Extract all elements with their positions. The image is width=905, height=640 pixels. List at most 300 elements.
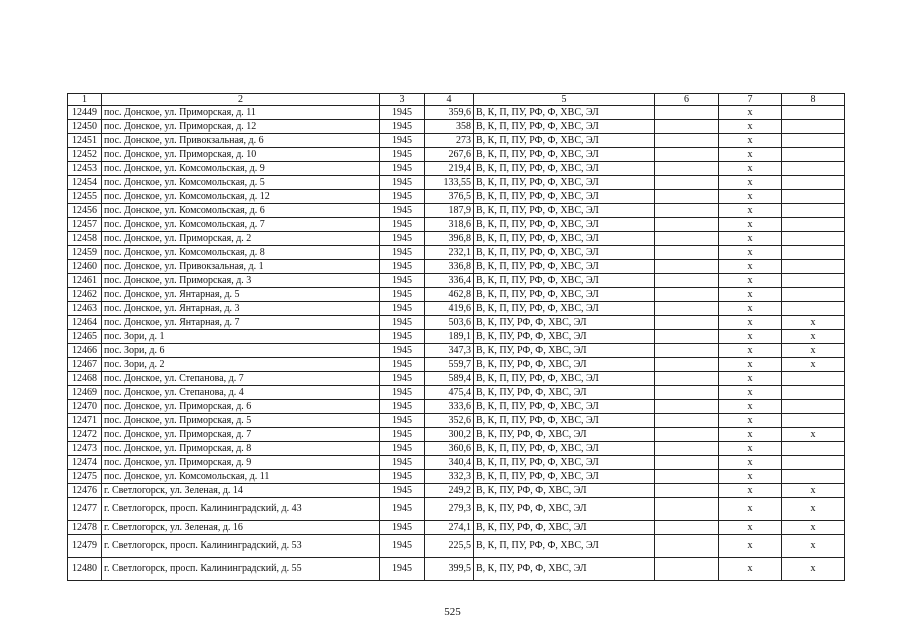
column-7-cell: x — [719, 414, 782, 428]
table-row — [68, 316, 845, 330]
column-8-cell — [782, 456, 845, 470]
row-number: 12470 — [68, 400, 102, 414]
table-row — [68, 484, 845, 498]
year-cell: 1945 — [380, 400, 425, 414]
column-8-cell — [782, 288, 845, 302]
column-8-cell — [782, 400, 845, 414]
table-row — [68, 260, 845, 274]
area-cell: 318,6 — [425, 218, 474, 232]
area-cell: 589,4 — [425, 372, 474, 386]
address-cell: пос. Донское, ул. Привокзальная, д. 1 — [102, 260, 380, 274]
year-cell: 1945 — [380, 521, 425, 535]
column-6-cell — [655, 330, 719, 344]
column-8-cell — [782, 442, 845, 456]
utilities-cell: В, К, П, ПУ, РФ, Ф, ХВС, ЭЛ — [474, 456, 655, 470]
column-6-cell — [655, 316, 719, 330]
address-cell: пос. Донское, ул. Комсомольская, д. 8 — [102, 246, 380, 260]
header-cell: 1 — [68, 94, 102, 106]
column-7-cell: x — [719, 521, 782, 535]
column-6-cell — [655, 162, 719, 176]
year-cell: 1945 — [380, 358, 425, 372]
area-cell: 503,6 — [425, 316, 474, 330]
utilities-cell: В, К, ПУ, РФ, Ф, ХВС, ЭЛ — [474, 386, 655, 400]
header-cell: 7 — [719, 94, 782, 106]
column-6-cell — [655, 288, 719, 302]
row-number: 12472 — [68, 428, 102, 442]
table-row — [68, 106, 845, 120]
year-cell: 1945 — [380, 176, 425, 190]
column-6-cell — [655, 190, 719, 204]
utilities-cell: В, К, ПУ, РФ, Ф, ХВС, ЭЛ — [474, 498, 655, 521]
header-cell: 4 — [425, 94, 474, 106]
column-6-cell — [655, 218, 719, 232]
row-number: 12480 — [68, 558, 102, 581]
table-row — [68, 302, 845, 316]
row-number: 12469 — [68, 386, 102, 400]
area-cell: 333,6 — [425, 400, 474, 414]
row-number: 12463 — [68, 302, 102, 316]
row-number: 12456 — [68, 204, 102, 218]
row-number: 12477 — [68, 498, 102, 521]
area-cell: 358 — [425, 120, 474, 134]
table-row — [68, 190, 845, 204]
column-6-cell — [655, 134, 719, 148]
column-6-cell — [655, 414, 719, 428]
year-cell: 1945 — [380, 316, 425, 330]
column-7-cell: x — [719, 358, 782, 372]
column-6-cell — [655, 120, 719, 134]
column-6-cell — [655, 232, 719, 246]
year-cell: 1945 — [380, 232, 425, 246]
utilities-cell: В, К, П, ПУ, РФ, Ф, ХВС, ЭЛ — [474, 260, 655, 274]
address-cell: пос. Зори, д. 2 — [102, 358, 380, 372]
row-number: 12475 — [68, 470, 102, 484]
table-row — [68, 288, 845, 302]
row-number: 12479 — [68, 535, 102, 558]
column-6-cell — [655, 521, 719, 535]
column-7-cell: x — [719, 470, 782, 484]
column-8-cell — [782, 260, 845, 274]
utilities-cell: В, К, П, ПУ, РФ, Ф, ХВС, ЭЛ — [474, 246, 655, 260]
row-number: 12449 — [68, 106, 102, 120]
column-6-cell — [655, 470, 719, 484]
address-cell: пос. Донское, ул. Янтарная, д. 5 — [102, 288, 380, 302]
utilities-cell: В, К, П, ПУ, РФ, Ф, ХВС, ЭЛ — [474, 162, 655, 176]
column-8-cell — [782, 120, 845, 134]
table-row — [68, 386, 845, 400]
column-6-cell — [655, 148, 719, 162]
row-number: 12474 — [68, 456, 102, 470]
column-8-cell: x — [782, 330, 845, 344]
utilities-cell: В, К, П, ПУ, РФ, Ф, ХВС, ЭЛ — [474, 535, 655, 558]
year-cell: 1945 — [380, 148, 425, 162]
column-7-cell: x — [719, 372, 782, 386]
column-7-cell: x — [719, 246, 782, 260]
column-8-cell — [782, 232, 845, 246]
year-cell: 1945 — [380, 428, 425, 442]
column-7-cell: x — [719, 386, 782, 400]
column-6-cell — [655, 302, 719, 316]
year-cell: 1945 — [380, 498, 425, 521]
column-6-cell — [655, 428, 719, 442]
area-cell: 279,3 — [425, 498, 474, 521]
column-7-cell: x — [719, 316, 782, 330]
year-cell: 1945 — [380, 558, 425, 581]
utilities-cell: В, К, П, ПУ, РФ, Ф, ХВС, ЭЛ — [474, 218, 655, 232]
utilities-cell: В, К, ПУ, РФ, Ф, ХВС, ЭЛ — [474, 484, 655, 498]
year-cell: 1945 — [380, 535, 425, 558]
address-cell: пос. Донское, ул. Приморская, д. 11 — [102, 106, 380, 120]
table-row — [68, 120, 845, 134]
column-7-cell: x — [719, 148, 782, 162]
address-cell: пос. Донское, ул. Комсомольская, д. 9 — [102, 162, 380, 176]
area-cell: 352,6 — [425, 414, 474, 428]
area-cell: 359,6 — [425, 106, 474, 120]
table-row — [68, 358, 845, 372]
table-row — [68, 521, 845, 535]
utilities-cell: В, К, П, ПУ, РФ, Ф, ХВС, ЭЛ — [474, 232, 655, 246]
area-cell: 475,4 — [425, 386, 474, 400]
header-cell: 3 — [380, 94, 425, 106]
row-number: 12462 — [68, 288, 102, 302]
column-6-cell — [655, 456, 719, 470]
column-6-cell — [655, 176, 719, 190]
address-cell: пос. Донское, ул. Янтарная, д. 3 — [102, 302, 380, 316]
area-cell: 462,8 — [425, 288, 474, 302]
column-8-cell: x — [782, 535, 845, 558]
address-cell: пос. Зори, д. 1 — [102, 330, 380, 344]
address-cell: пос. Донское, ул. Приморская, д. 2 — [102, 232, 380, 246]
area-cell: 336,8 — [425, 260, 474, 274]
row-number: 12452 — [68, 148, 102, 162]
column-6-cell — [655, 484, 719, 498]
column-7-cell: x — [719, 162, 782, 176]
address-cell: пос. Донское, ул. Комсомольская, д. 5 — [102, 176, 380, 190]
header-cell: 6 — [655, 94, 719, 106]
table-row — [68, 344, 845, 358]
column-7-cell: x — [719, 344, 782, 358]
utilities-cell: В, К, П, ПУ, РФ, Ф, ХВС, ЭЛ — [474, 414, 655, 428]
table-row — [68, 204, 845, 218]
column-8-cell — [782, 372, 845, 386]
year-cell: 1945 — [380, 344, 425, 358]
column-6-cell — [655, 106, 719, 120]
row-number: 12459 — [68, 246, 102, 260]
column-8-cell: x — [782, 498, 845, 521]
table-header — [68, 94, 845, 106]
year-cell: 1945 — [380, 414, 425, 428]
column-8-cell — [782, 148, 845, 162]
column-8-cell: x — [782, 316, 845, 330]
year-cell: 1945 — [380, 260, 425, 274]
utilities-cell: В, К, П, ПУ, РФ, Ф, ХВС, ЭЛ — [474, 148, 655, 162]
area-cell: 300,2 — [425, 428, 474, 442]
table-row — [68, 176, 845, 190]
table-row — [68, 442, 845, 456]
column-8-cell — [782, 134, 845, 148]
column-6-cell — [655, 558, 719, 581]
utilities-cell: В, К, П, ПУ, РФ, Ф, ХВС, ЭЛ — [474, 204, 655, 218]
address-cell: пос. Донское, ул. Комсомольская, д. 6 — [102, 204, 380, 218]
area-cell: 232,1 — [425, 246, 474, 260]
area-cell: 133,55 — [425, 176, 474, 190]
column-7-cell: x — [719, 176, 782, 190]
header-cell: 8 — [782, 94, 845, 106]
table-row — [68, 456, 845, 470]
address-cell: пос. Донское, ул. Приморская, д. 12 — [102, 120, 380, 134]
page-number: 525 — [444, 606, 461, 618]
row-number: 12467 — [68, 358, 102, 372]
column-6-cell — [655, 400, 719, 414]
table-row — [68, 232, 845, 246]
column-6-cell — [655, 535, 719, 558]
header-row — [68, 94, 845, 106]
column-7-cell: x — [719, 232, 782, 246]
register-table — [67, 93, 845, 581]
table-row — [68, 428, 845, 442]
column-7-cell: x — [719, 120, 782, 134]
year-cell: 1945 — [380, 204, 425, 218]
year-cell: 1945 — [380, 274, 425, 288]
area-cell: 249,2 — [425, 484, 474, 498]
row-number: 12454 — [68, 176, 102, 190]
column-8-cell — [782, 246, 845, 260]
column-6-cell — [655, 204, 719, 218]
utilities-cell: В, К, П, ПУ, РФ, Ф, ХВС, ЭЛ — [474, 288, 655, 302]
address-cell: пос. Донское, ул. Приморская, д. 7 — [102, 428, 380, 442]
table-row — [68, 414, 845, 428]
column-8-cell — [782, 470, 845, 484]
row-number: 12478 — [68, 521, 102, 535]
column-7-cell: x — [719, 400, 782, 414]
column-7-cell: x — [719, 134, 782, 148]
year-cell: 1945 — [380, 302, 425, 316]
area-cell: 267,6 — [425, 148, 474, 162]
address-cell: г. Светлогорск, просп. Калининградский, д. 43 — [102, 498, 380, 521]
year-cell: 1945 — [380, 442, 425, 456]
year-cell: 1945 — [380, 456, 425, 470]
year-cell: 1945 — [380, 470, 425, 484]
column-8-cell — [782, 190, 845, 204]
area-cell: 189,1 — [425, 330, 474, 344]
utilities-cell: В, К, П, ПУ, РФ, Ф, ХВС, ЭЛ — [474, 274, 655, 288]
address-cell: г. Светлогорск, просп. Калининградский, д. 55 — [102, 558, 380, 581]
area-cell: 187,9 — [425, 204, 474, 218]
address-cell: пос. Донское, ул. Привокзальная, д. 6 — [102, 134, 380, 148]
address-cell: пос. Донское, ул. Приморская, д. 5 — [102, 414, 380, 428]
table-row — [68, 246, 845, 260]
column-6-cell — [655, 344, 719, 358]
column-6-cell — [655, 498, 719, 521]
column-7-cell: x — [719, 274, 782, 288]
row-number: 12453 — [68, 162, 102, 176]
row-number: 12457 — [68, 218, 102, 232]
column-6-cell — [655, 386, 719, 400]
column-8-cell: x — [782, 558, 845, 581]
address-cell: пос. Донское, ул. Приморская, д. 9 — [102, 456, 380, 470]
address-cell: пос. Донское, ул. Приморская, д. 8 — [102, 442, 380, 456]
column-7-cell: x — [719, 535, 782, 558]
year-cell: 1945 — [380, 372, 425, 386]
utilities-cell: В, К, ПУ, РФ, Ф, ХВС, ЭЛ — [474, 316, 655, 330]
address-cell: пос. Зори, д. 6 — [102, 344, 380, 358]
table-row — [68, 148, 845, 162]
area-cell: 219,4 — [425, 162, 474, 176]
column-7-cell: x — [719, 330, 782, 344]
utilities-cell: В, К, ПУ, РФ, Ф, ХВС, ЭЛ — [474, 428, 655, 442]
address-cell: пос. Донское, ул. Степанова, д. 4 — [102, 386, 380, 400]
area-cell: 376,5 — [425, 190, 474, 204]
row-number: 12471 — [68, 414, 102, 428]
row-number: 12468 — [68, 372, 102, 386]
column-7-cell: x — [719, 218, 782, 232]
address-cell: пос. Донское, ул. Янтарная, д. 7 — [102, 316, 380, 330]
column-7-cell: x — [719, 498, 782, 521]
table-row — [68, 274, 845, 288]
column-6-cell — [655, 246, 719, 260]
utilities-cell: В, К, П, ПУ, РФ, Ф, ХВС, ЭЛ — [474, 176, 655, 190]
year-cell: 1945 — [380, 190, 425, 204]
address-cell: пос. Донское, ул. Степанова, д. 7 — [102, 372, 380, 386]
column-6-cell — [655, 260, 719, 274]
column-8-cell: x — [782, 521, 845, 535]
address-cell: пос. Донское, ул. Комсомольская, д. 11 — [102, 470, 380, 484]
area-cell: 399,5 — [425, 558, 474, 581]
address-cell: пос. Донское, ул. Приморская, д. 3 — [102, 274, 380, 288]
area-cell: 419,6 — [425, 302, 474, 316]
utilities-cell: В, К, П, ПУ, РФ, Ф, ХВС, ЭЛ — [474, 372, 655, 386]
address-cell: г. Светлогорск, ул. Зеленая, д. 14 — [102, 484, 380, 498]
area-cell: 332,3 — [425, 470, 474, 484]
year-cell: 1945 — [380, 484, 425, 498]
column-8-cell — [782, 386, 845, 400]
utilities-cell: В, К, П, ПУ, РФ, Ф, ХВС, ЭЛ — [474, 400, 655, 414]
column-7-cell: x — [719, 204, 782, 218]
area-cell: 274,1 — [425, 521, 474, 535]
year-cell: 1945 — [380, 288, 425, 302]
row-number: 12464 — [68, 316, 102, 330]
column-8-cell: x — [782, 358, 845, 372]
table-row — [68, 535, 845, 558]
address-cell: пос. Донское, ул. Приморская, д. 10 — [102, 148, 380, 162]
table-row — [68, 558, 845, 581]
utilities-cell: В, К, П, ПУ, РФ, Ф, ХВС, ЭЛ — [474, 120, 655, 134]
area-cell: 273 — [425, 134, 474, 148]
column-8-cell — [782, 274, 845, 288]
column-7-cell: x — [719, 442, 782, 456]
column-7-cell: x — [719, 302, 782, 316]
utilities-cell: В, К, ПУ, РФ, Ф, ХВС, ЭЛ — [474, 358, 655, 372]
column-8-cell — [782, 204, 845, 218]
row-number: 12458 — [68, 232, 102, 246]
utilities-cell: В, К, ПУ, РФ, Ф, ХВС, ЭЛ — [474, 330, 655, 344]
address-cell: пос. Донское, ул. Комсомольская, д. 12 — [102, 190, 380, 204]
column-6-cell — [655, 358, 719, 372]
row-number: 12460 — [68, 260, 102, 274]
area-cell: 396,8 — [425, 232, 474, 246]
area-cell: 336,4 — [425, 274, 474, 288]
year-cell: 1945 — [380, 162, 425, 176]
column-7-cell: x — [719, 190, 782, 204]
table-body — [68, 106, 845, 581]
column-8-cell: x — [782, 344, 845, 358]
year-cell: 1945 — [380, 246, 425, 260]
column-8-cell: x — [782, 484, 845, 498]
utilities-cell: В, К, П, ПУ, РФ, Ф, ХВС, ЭЛ — [474, 190, 655, 204]
table-row — [68, 400, 845, 414]
area-cell: 340,4 — [425, 456, 474, 470]
row-number: 12461 — [68, 274, 102, 288]
utilities-cell: В, К, П, ПУ, РФ, Ф, ХВС, ЭЛ — [474, 106, 655, 120]
table-row — [68, 372, 845, 386]
column-7-cell: x — [719, 106, 782, 120]
table-row — [68, 330, 845, 344]
table-row — [68, 162, 845, 176]
column-8-cell — [782, 414, 845, 428]
column-6-cell — [655, 442, 719, 456]
column-7-cell: x — [719, 456, 782, 470]
header-cell: 5 — [474, 94, 655, 106]
area-cell: 360,6 — [425, 442, 474, 456]
row-number: 12451 — [68, 134, 102, 148]
column-6-cell — [655, 372, 719, 386]
table-row — [68, 470, 845, 484]
utilities-cell: В, К, П, ПУ, РФ, Ф, ХВС, ЭЛ — [474, 470, 655, 484]
address-cell: пос. Донское, ул. Приморская, д. 6 — [102, 400, 380, 414]
table-row — [68, 134, 845, 148]
year-cell: 1945 — [380, 330, 425, 344]
year-cell: 1945 — [380, 386, 425, 400]
column-8-cell: x — [782, 428, 845, 442]
column-8-cell — [782, 218, 845, 232]
year-cell: 1945 — [380, 134, 425, 148]
row-number: 12465 — [68, 330, 102, 344]
year-cell: 1945 — [380, 106, 425, 120]
utilities-cell: В, К, П, ПУ, РФ, Ф, ХВС, ЭЛ — [474, 302, 655, 316]
area-cell: 347,3 — [425, 344, 474, 358]
row-number: 12450 — [68, 120, 102, 134]
utilities-cell: В, К, П, ПУ, РФ, Ф, ХВС, ЭЛ — [474, 442, 655, 456]
utilities-cell: В, К, ПУ, РФ, Ф, ХВС, ЭЛ — [474, 558, 655, 581]
row-number: 12455 — [68, 190, 102, 204]
table-row — [68, 218, 845, 232]
column-7-cell: x — [719, 428, 782, 442]
address-cell: г. Светлогорск, просп. Калининградский, д. 53 — [102, 535, 380, 558]
column-6-cell — [655, 274, 719, 288]
utilities-cell: В, К, ПУ, РФ, Ф, ХВС, ЭЛ — [474, 344, 655, 358]
table-row — [68, 498, 845, 521]
column-7-cell: x — [719, 484, 782, 498]
row-number: 12473 — [68, 442, 102, 456]
column-8-cell — [782, 162, 845, 176]
column-7-cell: x — [719, 558, 782, 581]
year-cell: 1945 — [380, 120, 425, 134]
address-cell: пос. Донское, ул. Комсомольская, д. 7 — [102, 218, 380, 232]
utilities-cell: В, К, П, ПУ, РФ, Ф, ХВС, ЭЛ — [474, 134, 655, 148]
row-number: 12466 — [68, 344, 102, 358]
address-cell: г. Светлогорск, ул. Зеленая, д. 16 — [102, 521, 380, 535]
area-cell: 225,5 — [425, 535, 474, 558]
column-7-cell: x — [719, 260, 782, 274]
utilities-cell: В, К, ПУ, РФ, Ф, ХВС, ЭЛ — [474, 521, 655, 535]
column-8-cell — [782, 302, 845, 316]
column-8-cell — [782, 176, 845, 190]
column-8-cell — [782, 106, 845, 120]
area-cell: 559,7 — [425, 358, 474, 372]
column-7-cell: x — [719, 288, 782, 302]
year-cell: 1945 — [380, 218, 425, 232]
header-cell: 2 — [102, 94, 380, 106]
